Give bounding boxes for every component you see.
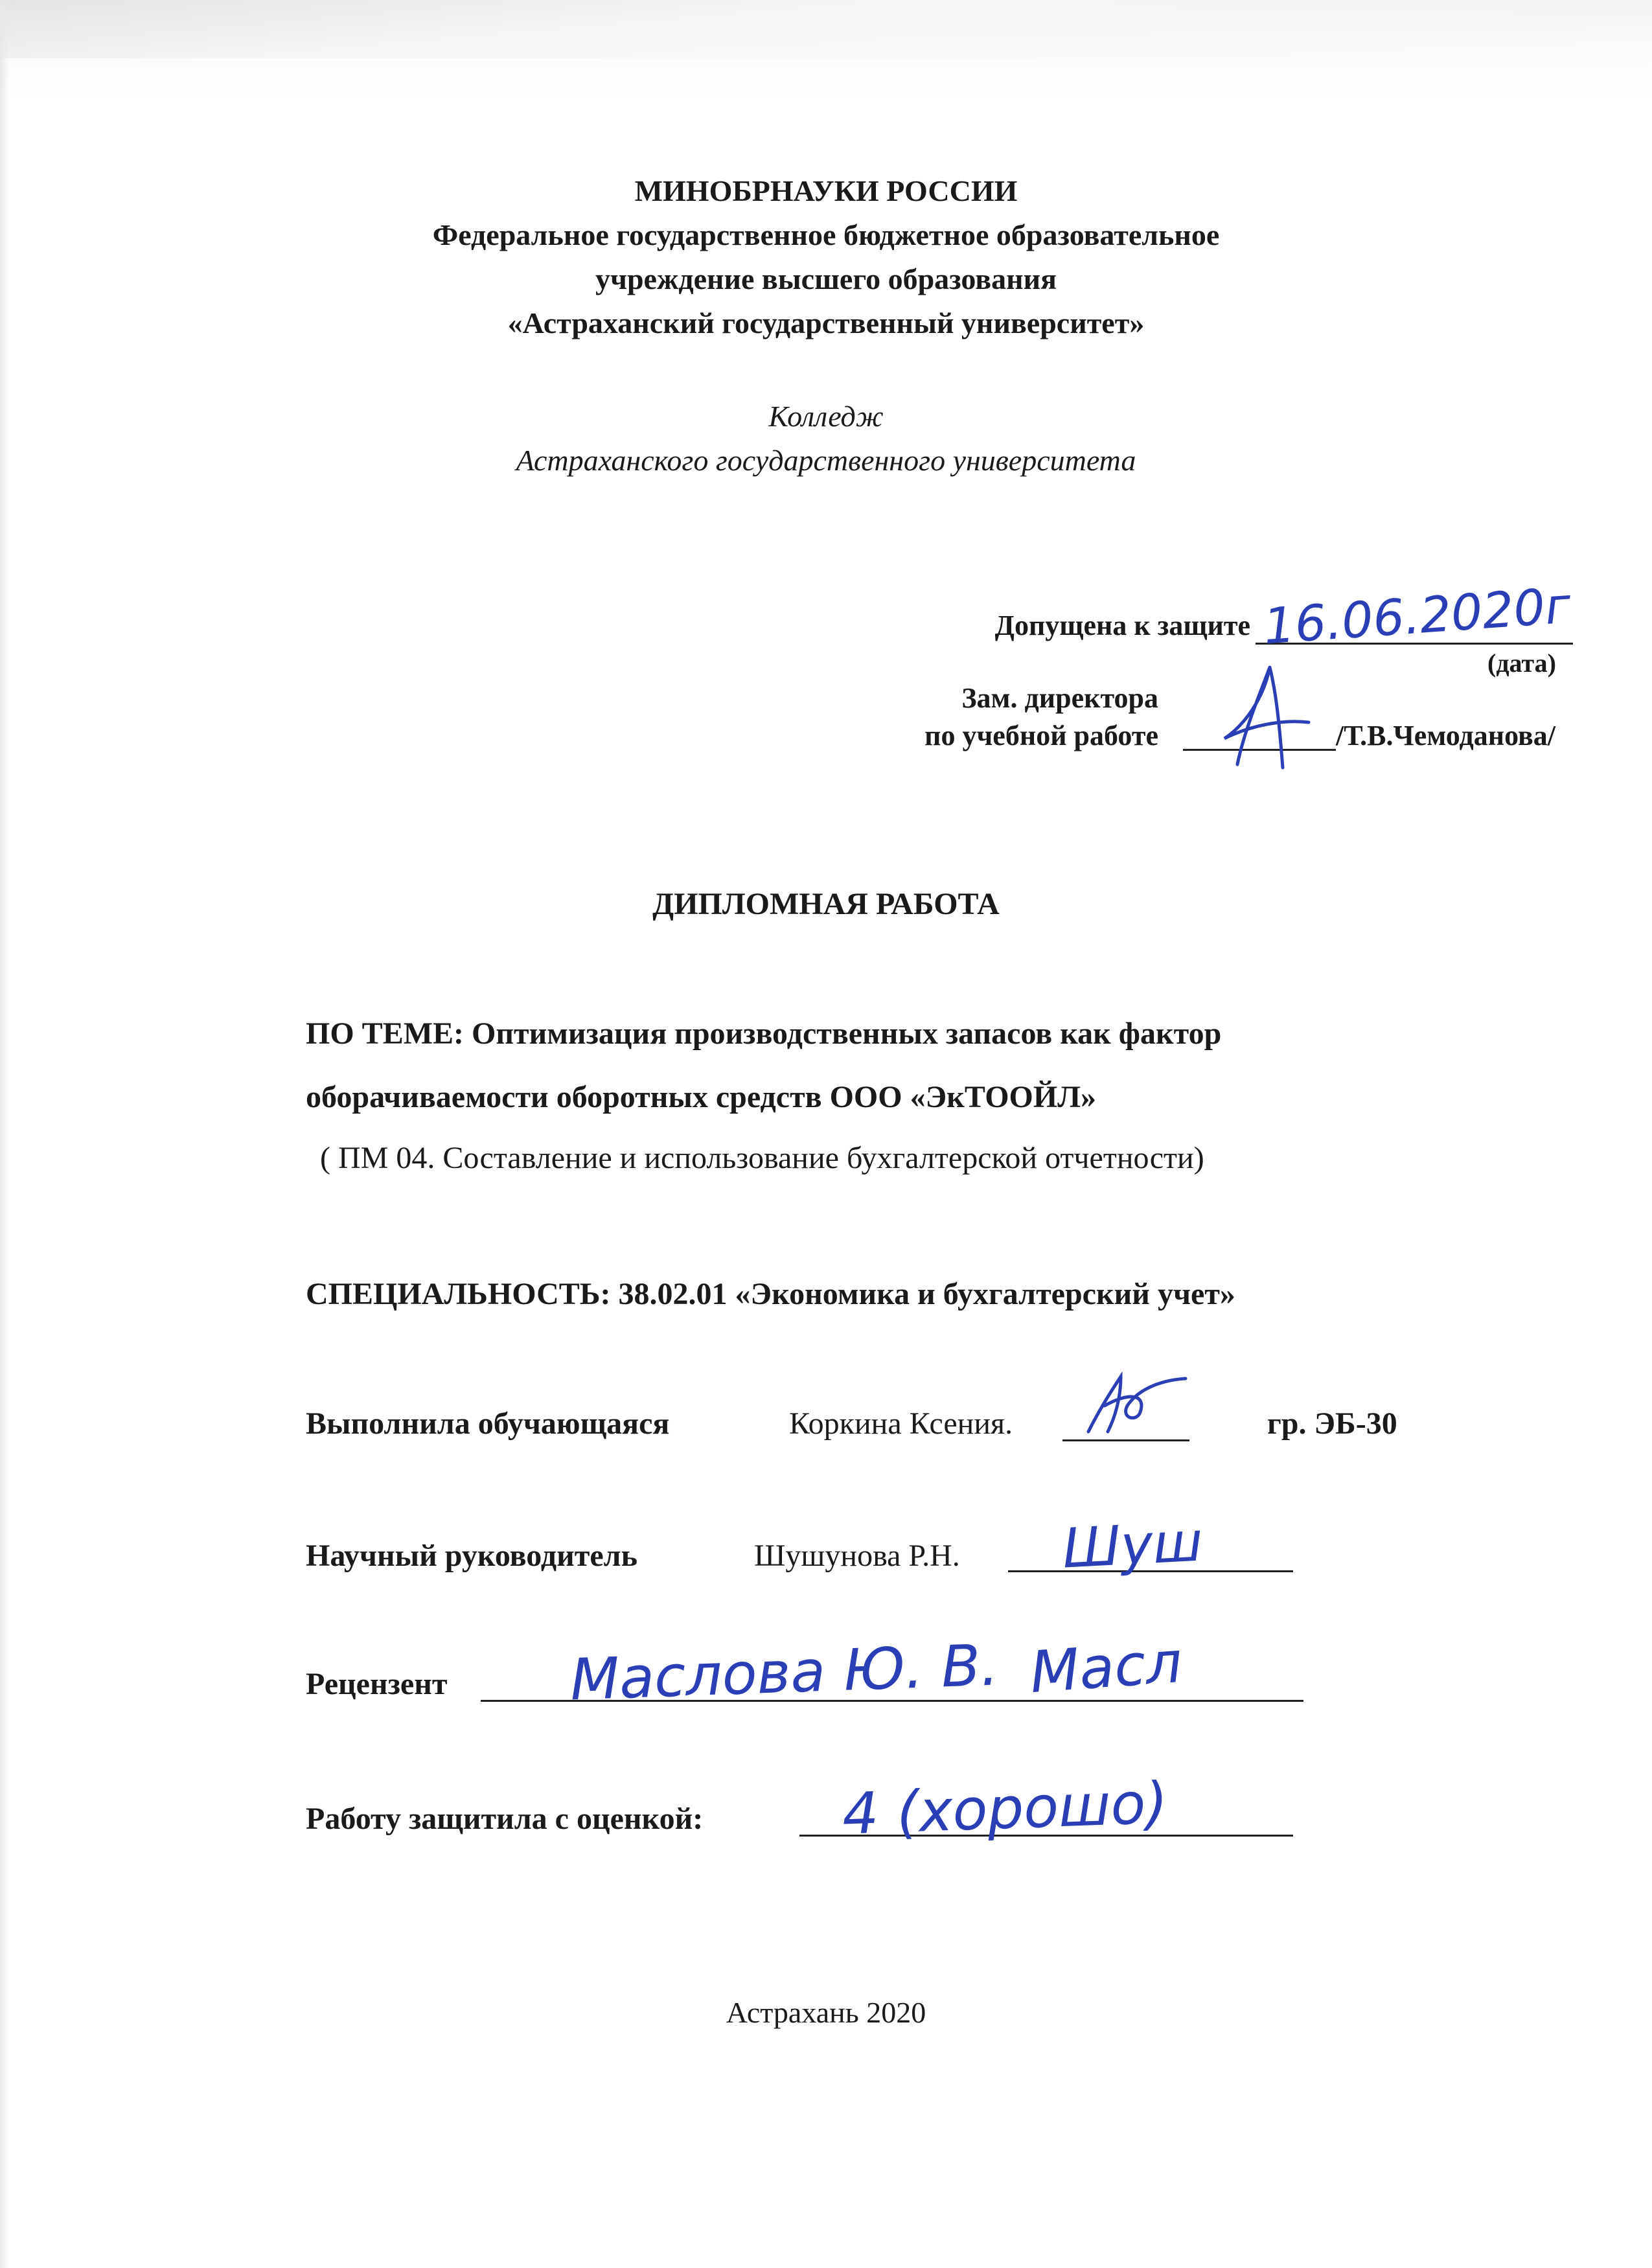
student-name: Коркина Ксения. [789,1406,1013,1441]
institution-line-1: Федеральное государственное бюджетное образовательное [432,218,1220,251]
deputy-title-line-1: Зам. директора [961,682,1158,714]
specialty: СПЕЦИАЛЬНОСТЬ: 38.02.01 «Экономика и бухгалтерский учет» [306,1277,1235,1311]
deputy-title-line-2: по учебной работе [924,720,1158,751]
grade-label: Работу защитила с оценкой: [306,1802,704,1836]
institution-line-2: учреждение высшего образования [595,262,1057,295]
topic-line-1: ПО ТЕМЕ: Оптимизация производственных запасов как фактор [306,1016,1222,1051]
work-type-title: ДИПЛОМНАЯ РАБОТА [652,887,1000,921]
scan-edge [0,0,9,2268]
college-line-1: Колледж [768,400,884,433]
topic-module: ( ПМ 04. Составление и использование бухгалтерской отчетности) [320,1141,1204,1175]
supervisor-signature-handwritten: Шуш [1061,1509,1204,1581]
supervisor-label: Научный руководитель [306,1539,637,1573]
reviewer-signature-handwritten: Масл [1027,1628,1184,1706]
deputy-signature-icon [1199,654,1322,777]
institution-line-3: «Астраханский государственный университет» [507,306,1145,339]
ministry-title: МИНОБРНАУКИ РОССИИ [634,174,1018,207]
college-line-2: Астраханского государственного университета [516,444,1136,477]
footer-city-year: Астрахань 2020 [726,1996,926,2029]
student-label: Выполнила обучающаяся [306,1406,670,1441]
reviewer-name-handwritten: Маслова Ю. В. [569,1631,1000,1713]
student-signature-icon [1075,1367,1192,1445]
student-group: гр. ЭБ-30 [1267,1406,1397,1441]
scan-shadow [0,0,1652,58]
date-caption: (дата) [1487,648,1556,678]
admitted-date-handwritten: 16.06.2020г [1261,576,1573,656]
deputy-name: /Т.В.Чемоданова/ [1336,720,1555,751]
admitted-label: Допущена к защите [994,610,1250,641]
grade-handwritten: 4 (хорошо) [841,1769,1169,1848]
topic-line-2: оборачиваемости оборотных средств ООО «ЭкТООЙЛ» [306,1080,1096,1114]
reviewer-label: Рецензент [306,1667,448,1701]
supervisor-name: Шушунова Р.Н. [754,1539,960,1573]
